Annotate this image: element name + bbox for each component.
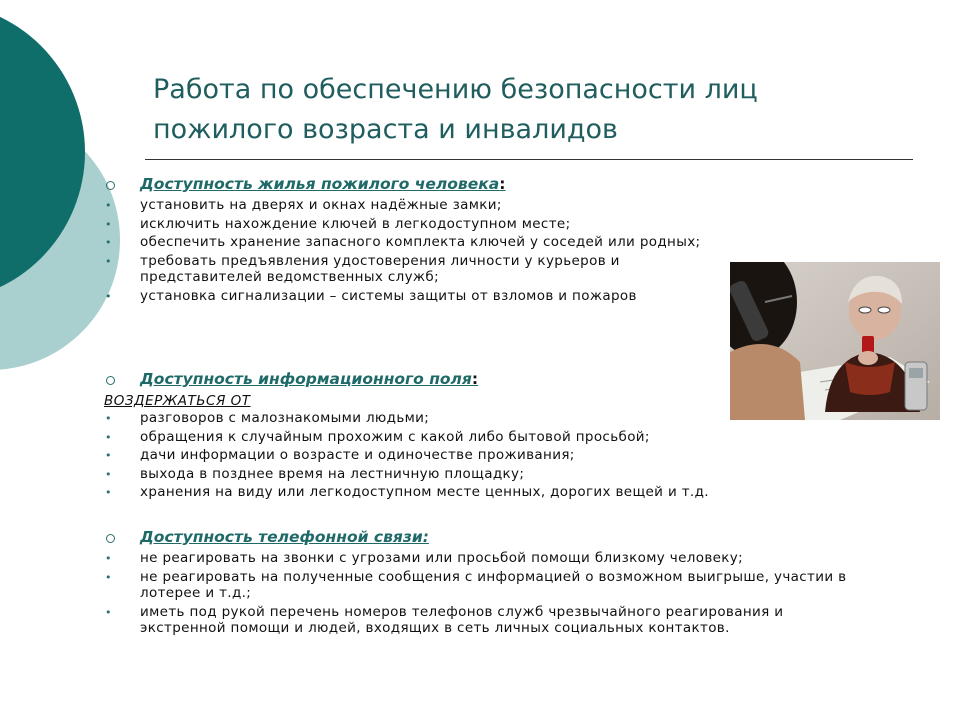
section-heading: Доступность телефонной связи:	[140, 528, 429, 546]
list-item: • исключить нахождение ключей в легкодоступном месте;	[105, 215, 571, 232]
bullet-list	[104, 410, 864, 501]
list-item: • выхода в позднее время на лестничную площадку;	[105, 465, 525, 482]
list-item: • разговоров с малознакомыми людьми;	[105, 410, 430, 426]
bullet-dot-icon: •	[105, 199, 112, 212]
section-heading-row	[104, 175, 724, 197]
list-item: • установка сигнализации – системы защиты от взломов и пожаров	[105, 287, 637, 304]
list-item: • не реагировать на полученные сообщения с информацией о возможном выигрыше, участии в лотерее и т.д.;	[105, 568, 847, 601]
section-housing	[104, 175, 724, 306]
list-item: • установить на дверях и окнах надёжные замки;	[105, 197, 502, 213]
title-divider	[145, 159, 913, 160]
list-item: • обеспечить хранение запасного комплекта ключей у соседей или родных;	[105, 234, 701, 250]
bullet-dot-icon: •	[105, 467, 112, 481]
list-item: • хранения на виду или легкодоступном месте ценных, дорогих вещей и т.д.	[105, 484, 709, 500]
bullet-dot-icon: •	[105, 570, 112, 584]
bullet-list	[104, 550, 904, 637]
circle-bullet-icon	[106, 181, 115, 190]
bullet-dot-icon: •	[105, 486, 112, 499]
list-item: • требовать предъявления удостоверения личности у курьеров и представителей ведомственных служб;	[105, 252, 620, 285]
section-heading-row	[104, 528, 904, 550]
section-heading: Доступность информационного поля:	[140, 370, 479, 388]
list-item: • обращения к случайным прохожим с какой либо бытовой просьбой;	[105, 428, 650, 445]
bullet-dot-icon: •	[105, 289, 112, 303]
elderly-woman-phone-photo	[730, 262, 940, 420]
bullet-dot-icon: •	[105, 217, 112, 231]
list-item: • дачи информации о возрасте и одиночестве проживания;	[105, 447, 575, 463]
list-item: • иметь под рукой перечень номеров телефонов служб чрезвычайного реагирования и экстренной помощи и людей, входящих в сеть личных социальных контактов.	[105, 603, 784, 636]
section-heading: Доступность жилья пожилого человека:	[140, 175, 506, 193]
bullet-dot-icon: •	[105, 236, 112, 249]
circle-bullet-icon	[106, 534, 115, 543]
title-line-2: пожилого возраста и инвалидов	[153, 114, 618, 145]
bullet-dot-icon: •	[105, 449, 112, 462]
list-item: • не реагировать на звонки с угрозами или просьбой помощи близкому человеку;	[105, 550, 744, 566]
title-line-1: Работа по обеспечению безопасности лиц	[153, 74, 758, 105]
section-telephone	[104, 528, 904, 639]
bullet-dot-icon: •	[105, 412, 112, 425]
circle-bullet-icon	[106, 376, 115, 385]
bullet-list	[104, 197, 724, 304]
slide-title	[153, 70, 913, 150]
section-subheading: ВОЗДЕРЖАТЬСЯ ОТ	[104, 393, 251, 409]
bullet-dot-icon: •	[105, 430, 112, 444]
photo-illustration	[730, 262, 940, 420]
bullet-dot-icon: •	[105, 605, 112, 619]
bullet-dot-icon: •	[105, 254, 112, 268]
bullet-dot-icon: •	[105, 552, 112, 565]
